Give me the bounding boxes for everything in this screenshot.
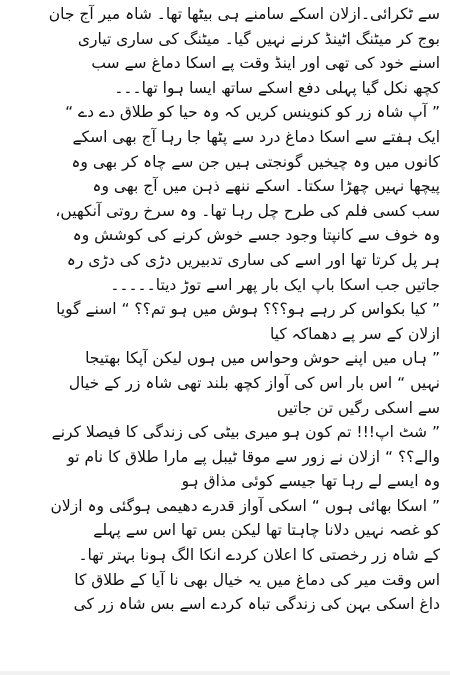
text-line: ” شٹ اپ!!! تم کون ہو میری بیٹی کی زندگی کا فیصلا کرنے [51, 423, 440, 442]
urdu-text-body [8, 2, 440, 617]
text-line: ” اسکا بھائی ہوں “ اسکی آواز قدرے دھیمی ہوگئی وہ ازلان [50, 496, 440, 515]
text-line: اسنے خود کی تھی اور اینڈ وقت پے اسکا دماغ سے سب [91, 54, 440, 73]
text-line: کانوں میں وہ چیخیں گونجتی ہیں جن سے چاہ کر بھی وہ [71, 152, 440, 171]
text-line: نہیں “ اس بار اس کی آواز کچھ بلند تھی شاہ زر کے خیال [68, 373, 440, 392]
text-line: ” کیا بکواس کر رہے ہو؟؟؟ ہوش میں ہو تم؟؟ “ اسنے گویا [56, 300, 440, 319]
bottom-scroll-edge [0, 671, 450, 675]
text-line: داغ اسکی بہن کی زندگی تباہ کردے اسے بس شاہ زر کی [73, 595, 440, 614]
text-line: ازلان کے سر پے دھماکہ کیا [269, 324, 440, 343]
text-line: بوج کر میٹنگ اٹینڈ کرنے نہیں گیا۔ میٹنگ کی ساری تیاری [77, 29, 440, 48]
text-line: سب کسی فلم کی طرح چل رہا تھا۔ وہ سرخ روتی آنکھیں، [55, 201, 440, 220]
text-line: سے ٹکرائی۔ازلان اسکے سامنے ہی بیٹھا تھا۔ شاہ میر آج جان [48, 5, 440, 23]
text-line: والے؟؟ “ ازلان نے زور سے موقا ٹیبل پے مارا طلاق کا نام تو [67, 447, 440, 466]
text-line: ہر پل کرتا تھا اور اسے کی ساری تدبیریں دڑی کی دڑی رہ [66, 250, 440, 269]
text-line: وہ خوف سے کانپتا وجود جسے خوش کرنے کی کوشش وہ [72, 226, 440, 245]
text-line: وہ ایسے لے رہا تھا جیسے کوئی مذاق ہو [181, 472, 440, 491]
text-line: ” ہاں میں اپنے حوش وحواس میں ہوں لیکن آپکا بھتیجا [85, 349, 440, 368]
text-line: ” آپ شاہ زر کو کنوینس کریں کہ وہ حیا کو طلاق دے دے “ [65, 103, 440, 122]
text-line: کو غصہ نہیں دلانا چاہتا تھا لیکن بس تھا اس سے پہلے [93, 521, 440, 540]
text-line: جاتیں جب اسکا باپ ایک بار پھر اسے توڑ دیتا۔۔۔۔۔ [110, 275, 440, 294]
text-line: اس وقت میر کی دماغ میں یہ خیال بھی نا آیا کے طلاق کا [74, 570, 440, 589]
text-line: سے اسکی رگیں تن جاتیں [276, 398, 440, 417]
text-line: کچھ نکل گیا پہلی دفع اسکے ساتھ ایسا ہوا تھا۔۔۔ [114, 78, 440, 97]
text-line: پیچھا نہیں چھڑا سکتا۔ اسکے ننھے ذہن میں آج بھی وہ [92, 177, 440, 196]
text-line: کے شاہ زر رخصتی کا اعلان کردے انکا الگ ہونا بہتر تھا۔ [78, 546, 440, 565]
text-line: ایک ہفتے سے اسکا دماغ درد سے پٹھا جا رہا آج بھی اسکے [72, 127, 440, 146]
